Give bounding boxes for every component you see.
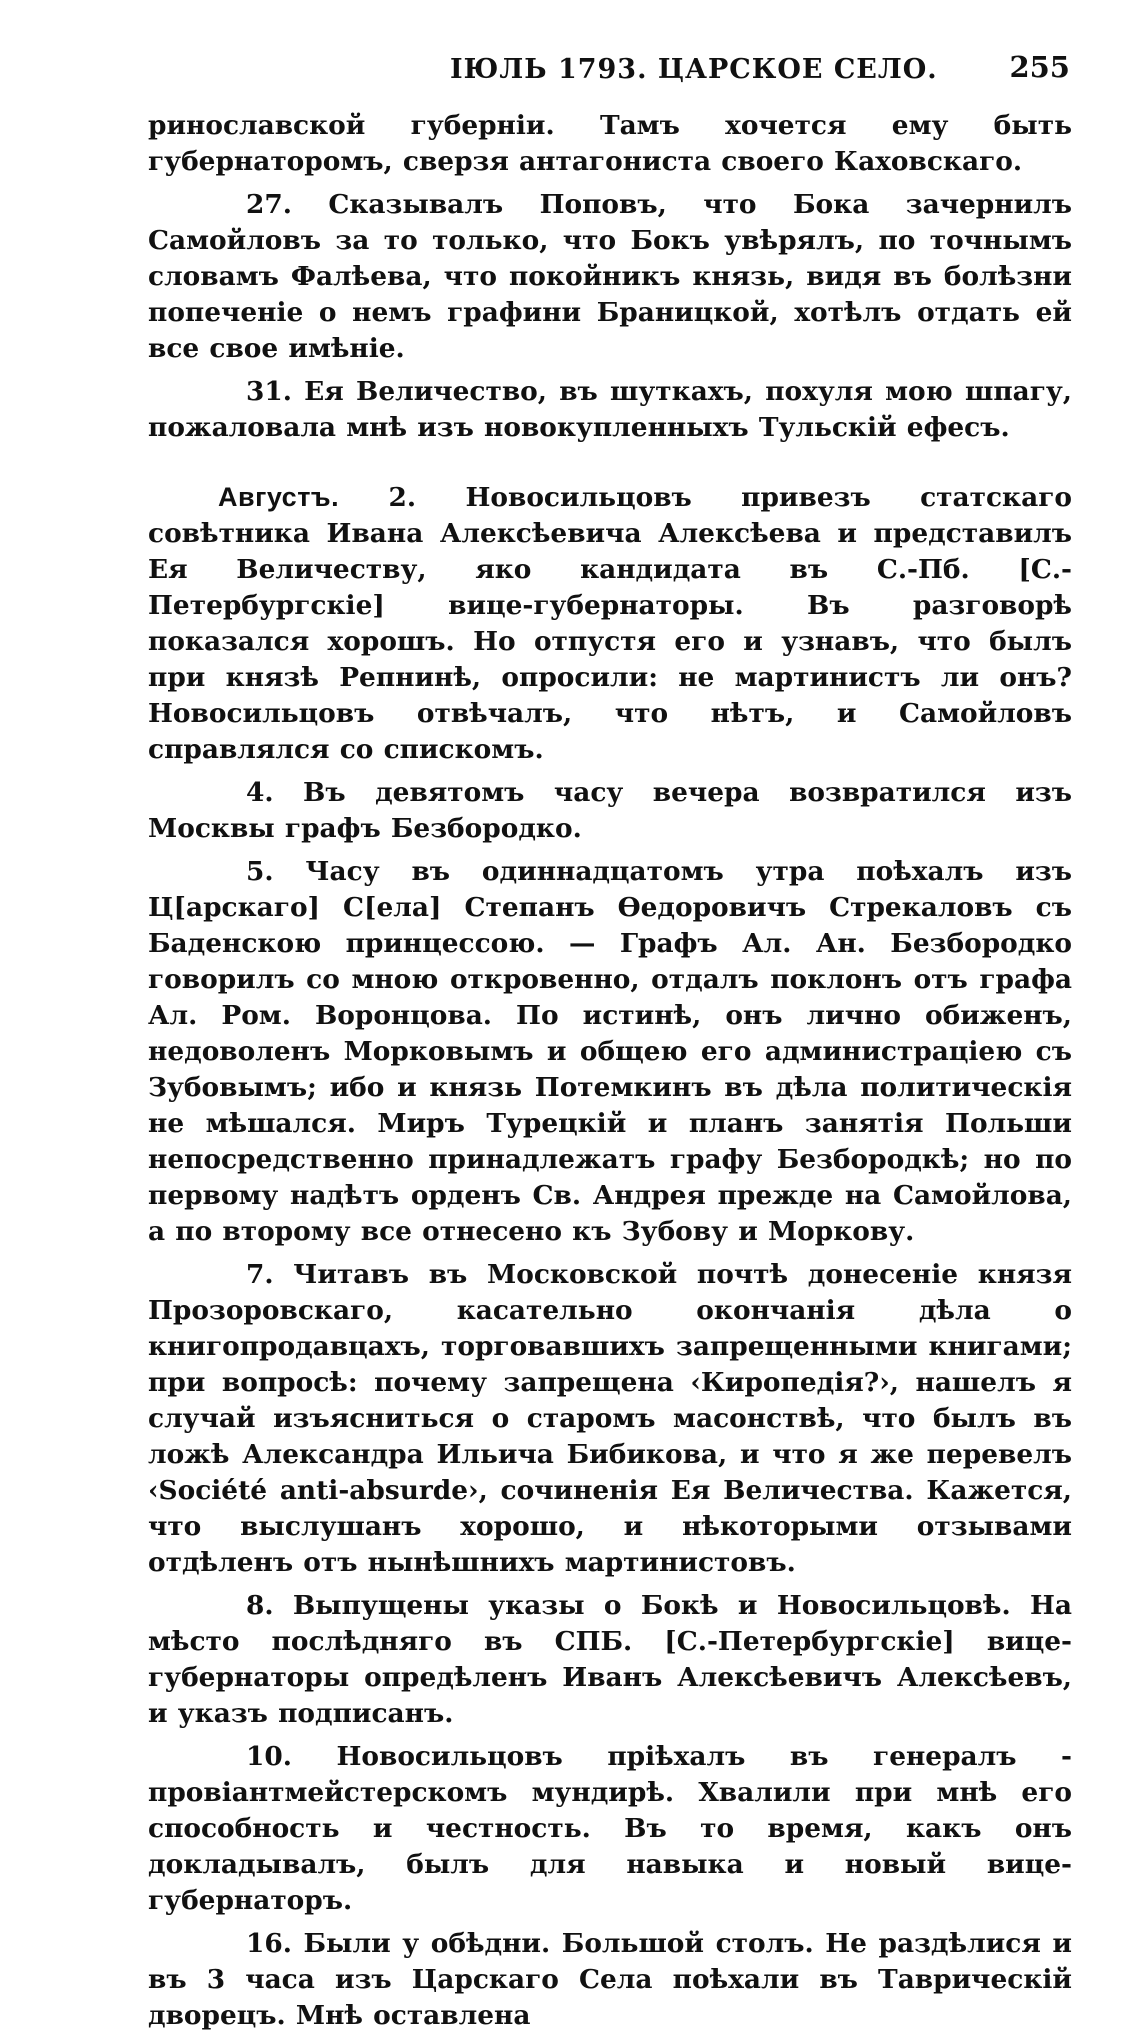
paragraph-continuation: ринославской губерніи. Тамъ хочется ему быть губернаторомъ, сверзя антагониста своего Каховскаго. [148, 110, 1072, 177]
paragraph-august-16: 16. Были у обѣдни. Большой столъ. Не раздѣлися и въ 3 часа изъ Царскаго Села поѣхали въ Таврическій дворецъ. Мнѣ оставлена [148, 1928, 1072, 2031]
page-body [148, 108, 1072, 2034]
paragraph-august-8: 8. Выпущены указы о Бокѣ и Новосильцовѣ. На мѣсто послѣдняго въ СПБ. [С.-Петербургскіе] вице-губернаторы опредѣленъ Иванъ Алексѣевичъ Алексѣевъ, и указъ подписанъ. [148, 1590, 1072, 1729]
paragraph-august-4: 4. Въ девятомъ часу вечера возвратился изъ Москвы графъ Безбородко. [148, 777, 1072, 844]
paragraph-august-7: 7. Читавъ въ Московской почтѣ донесеніе князя Прозоровскаго, касательно окончанія дѣла о книгопродавцахъ, торговавшихъ запрещенными книгами; при вопросѣ: почему запрещена ‹Киропедія?›, нашелъ я случай изъясниться о старомъ масонствѣ, что былъ въ ложѣ Александра Ильича Бибикова, и что я же перевелъ ‹Société anti-absurde›, сочиненія Ея Величества. Кажется, что выслушанъ хорошо, и нѣкоторыми отзывами отдѣленъ отъ нынѣшнихъ мартинистовъ. [148, 1259, 1072, 1578]
paragraph-entry-27: 27. Сказывалъ Поповъ, что Бока зачернилъ Самойловъ за то только, что Бокъ увѣрялъ, по точнымъ словамъ Фалѣева, что покойникъ князь, видя въ болѣзни попеченіе о немъ графини Браницкой, хотѣлъ отдать ей все свое имѣніе. [148, 189, 1072, 364]
paragraph-august-5: 5. Часу въ одиннадцатомъ утра поѣхалъ изъ Ц[арскаго] С[ела] Степанъ Ѳедоровичъ Стрекаловъ съ Баденскою принцессою. — Графъ Ал. Ан. Безбородко говорилъ со мною откровенно, отдалъ поклонъ отъ графа Ал. Ром. Воронцова. По истинѣ, онъ лично обиженъ, недоволенъ Морковымъ и общею его администраціею съ Зубовымъ; ибо и князь Потемкинъ въ дѣла политическія не мѣшался. Миръ Турецкій и планъ занятія Польши непосредственно принадлежатъ графу Безбородкѣ; но по первому надѣтъ орденъ Св. Андрея прежде на Самойлова, а по второму все отнесено къ Зубову и Моркову. [148, 856, 1072, 1247]
page-header [150, 50, 1070, 90]
running-title: ІЮЛЬ 1793. ЦАРСКОЕ СЕЛО. [450, 54, 938, 85]
paragraph-text: 2. Новосильцовъ привезъ статскаго совѣтника Ивана Алексѣевича Алексѣева и представилъ Ея Величеству, яко кандидата въ С.-Пб. [С.-Петербургскіе] вице-губернаторы. Въ разговорѣ показался хорошъ. Но отпустя его и узнавъ, что былъ при князѣ Репнинѣ, опросили: не мартинистъ ли онъ? Новосильцовъ отвѣчалъ, что нѣтъ, и Самойловъ справлялся со спискомъ. [148, 482, 1072, 765]
section-heading-august: Августъ. [218, 482, 340, 512]
section-spacer [148, 446, 1072, 472]
page-number: 255 [1009, 50, 1070, 84]
paragraph-august-10: 10. Новосильцовъ пріѣхалъ въ генералъ - провіантмейстерскомъ мундирѣ. Хвалили при мнѣ его способность и честность. Въ то время, какъ онъ докладывалъ, былъ для навыка и новый вице-губернаторъ. [148, 1741, 1072, 1916]
paragraph-august-2 [148, 479, 1072, 768]
paragraph-entry-31: 31. Ея Величество, въ шуткахъ, похуля мою шпагу, пожаловала мнѣ изъ новокупленныхъ Тульскій ефесъ. [148, 376, 1072, 443]
